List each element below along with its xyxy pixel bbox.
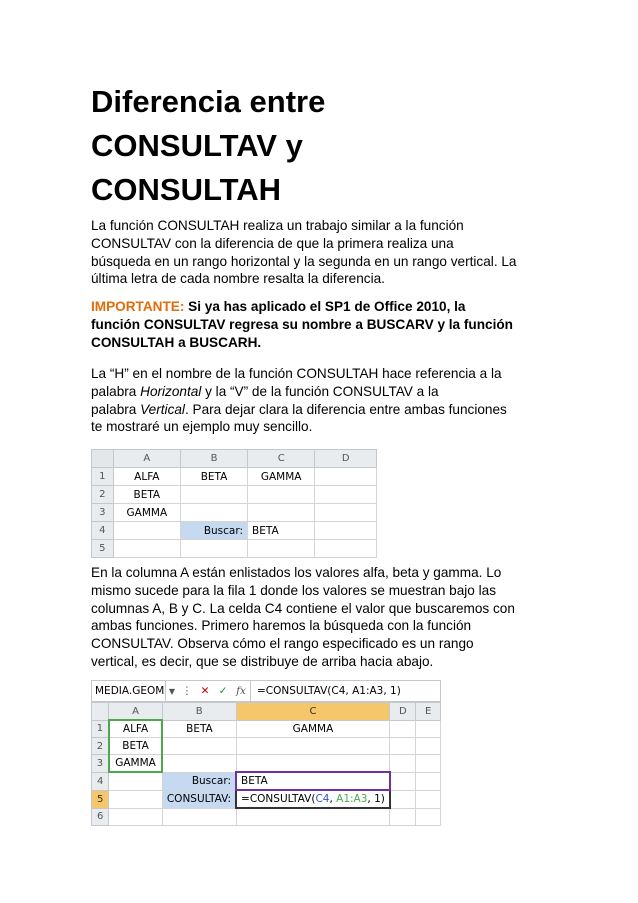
cell-d2	[315, 486, 377, 504]
cell-d3	[315, 504, 377, 522]
cell-d5[interactable]	[390, 790, 416, 808]
cell-b1[interactable]: BETA	[162, 720, 236, 738]
formula-input[interactable]: =CONSULTAV(C4, A1:A3, 1)	[250, 681, 440, 701]
column-header[interactable]: A	[109, 703, 163, 721]
cell-d2[interactable]	[390, 738, 416, 755]
cell-a4	[113, 522, 180, 540]
column-header[interactable]: B	[162, 703, 236, 721]
column-header: D	[315, 450, 377, 468]
insert-function-icon[interactable]: fx	[236, 685, 246, 697]
formula-bar	[91, 680, 441, 702]
chevron-down-icon[interactable]: ▼	[168, 686, 176, 696]
row-header[interactable]: 2	[92, 738, 109, 755]
cell-a5[interactable]	[109, 790, 163, 808]
corner-cell	[92, 703, 109, 721]
cell-a5	[113, 540, 180, 558]
row-header: 2	[92, 486, 114, 504]
cell-c1: GAMMA	[248, 468, 315, 486]
title-line-1: Diferencia entre	[91, 84, 326, 119]
cell-e2[interactable]	[416, 738, 441, 755]
name-box[interactable]: MEDIA.GEOM	[92, 681, 166, 701]
row-header[interactable]: 4	[92, 772, 109, 790]
row-header[interactable]: 6	[92, 808, 109, 826]
cell-d1	[315, 468, 377, 486]
cell-a2[interactable]: BETA	[109, 738, 163, 755]
cell-a4[interactable]	[109, 772, 163, 790]
cell-a1[interactable]: ALFA	[109, 720, 163, 738]
row-header: 3	[92, 504, 114, 522]
cell-d4[interactable]	[390, 772, 416, 790]
cell-a3[interactable]: GAMMA	[109, 755, 163, 773]
document-title	[91, 80, 325, 212]
cell-c1[interactable]: GAMMA	[236, 720, 390, 738]
cell-e4[interactable]	[416, 772, 441, 790]
spreadsheet-example-2	[91, 680, 441, 826]
row-header: 5	[92, 540, 114, 558]
column-header[interactable]: E	[416, 703, 441, 721]
cell-b1: BETA	[180, 468, 247, 486]
cell-b2	[180, 486, 247, 504]
cell-c5	[248, 540, 315, 558]
cell-d5	[315, 540, 377, 558]
spreadsheet-example-1	[91, 449, 377, 558]
column-header[interactable]: D	[390, 703, 416, 721]
cell-d3[interactable]	[390, 755, 416, 773]
row-header[interactable]: 1	[92, 720, 109, 738]
cell-a6[interactable]	[109, 808, 163, 826]
cell-d6[interactable]	[390, 808, 416, 826]
row-header[interactable]: 5	[92, 790, 109, 808]
row-header[interactable]: 3	[92, 755, 109, 773]
important-label: IMPORTANTE:	[91, 299, 185, 314]
cell-b2[interactable]	[162, 738, 236, 755]
intro-paragraph: La función CONSULTAH realiza un trabajo similar a la función CONSULTAV con la diferencia de que la primera realiza una búsqueda en un rango horizontal y la segunda en un rango vertical. La última letra de cada nombre resalta la diferencia.	[91, 218, 517, 287]
cell-b5[interactable]: CONSULTAV:	[162, 790, 236, 808]
row-header: 4	[92, 522, 114, 540]
corner-cell	[92, 450, 114, 468]
title-line-2: CONSULTAV y	[91, 128, 303, 163]
cell-e3[interactable]	[416, 755, 441, 773]
cell-b3[interactable]	[162, 755, 236, 773]
cell-a1: ALFA	[113, 468, 180, 486]
cell-a3: GAMMA	[113, 504, 180, 522]
cell-b3	[180, 504, 247, 522]
spreadsheet-grid	[91, 702, 441, 826]
cell-c4[interactable]: BETA	[236, 772, 390, 790]
cancel-icon[interactable]: ✕	[200, 685, 210, 697]
row-header: 1	[92, 468, 114, 486]
cell-b4[interactable]: Buscar:	[162, 772, 236, 790]
cell-c2[interactable]	[236, 738, 390, 755]
title-line-3: CONSULTAH	[91, 172, 281, 207]
cell-c4: BETA	[248, 522, 315, 540]
cell-b4: Buscar:	[180, 522, 247, 540]
cell-e6[interactable]	[416, 808, 441, 826]
cell-b5	[180, 540, 247, 558]
cell-e5[interactable]	[416, 790, 441, 808]
cell-c3[interactable]	[236, 755, 390, 773]
cell-d4	[315, 522, 377, 540]
cell-b6[interactable]	[162, 808, 236, 826]
cell-c5[interactable]: =CONSULTAV(C4, A1:A3, 1)	[236, 790, 390, 808]
column-header: C	[248, 450, 315, 468]
cell-c2	[248, 486, 315, 504]
explanation-paragraph: La “H” en el nombre de la función CONSULTAH hace referencia a la palabra Horizontal y la “V” de la función CONSULTAV a la palabra Vertical. Para dejar clara la diferencia entre ambas funciones te mostraré un ejemplo muy sencillo.	[91, 366, 507, 435]
important-note: IMPORTANTE: Si ya has aplicado el SP1 de Office 2010, la función CONSULTAV regresa su nombre a BUSCARV y la función CONSULTAH a BUSCARH.	[91, 299, 513, 350]
example-paragraph: En la columna A están enlistados los valores alfa, beta y gamma. Lo mismo sucede para la fila 1 donde los valores se muestran bajo las columnas A, B y C. La celda C4 contiene el valor que buscaremos con ambas funciones. Primero haremos la búsqueda con la función CONSULTAV. Observa cómo el rango especificado es un rango vertical, es decir, que se distribuye de arriba hacia abajo.	[91, 565, 515, 669]
check-icon[interactable]: ✓	[218, 685, 228, 697]
separator-icon: ⋮	[181, 685, 193, 697]
cell-a2: BETA	[113, 486, 180, 504]
cell-c6[interactable]	[236, 808, 390, 826]
cell-c3	[248, 504, 315, 522]
cell-d1[interactable]	[390, 720, 416, 738]
column-header[interactable]: C	[236, 703, 390, 721]
column-header: B	[180, 450, 247, 468]
cell-e1[interactable]	[416, 720, 441, 738]
column-header: A	[113, 450, 180, 468]
